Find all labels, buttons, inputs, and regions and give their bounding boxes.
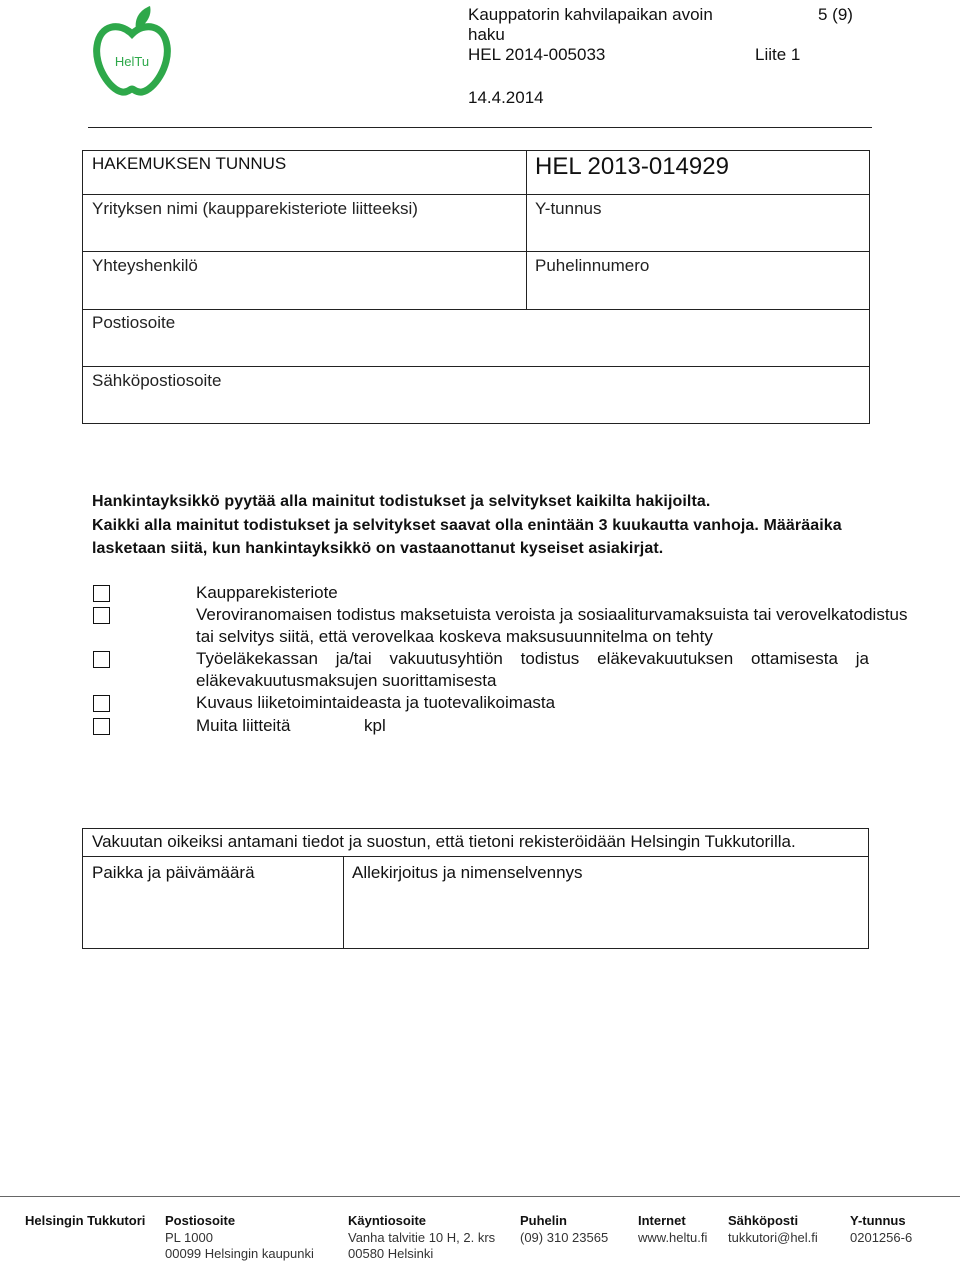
footer-visit-line1: Vanha talvitie 10 H, 2. krs	[348, 1229, 496, 1245]
checklist-item-tax-certificate: Veroviranomaisen todistus maksetuista veroista ja sosiaaliturvamaksuista tai verovelkatodistus	[196, 605, 908, 624]
row-divider	[83, 194, 869, 195]
declaration-divider	[83, 856, 868, 857]
document-title-line2: haku	[468, 25, 505, 44]
business-id-field[interactable]: Y-tunnus	[535, 199, 602, 218]
footer-phone	[520, 1213, 608, 1246]
footer-business-id-value: 0201256-6	[850, 1229, 913, 1245]
contact-person-field[interactable]: Yhteyshenkilö	[92, 256, 198, 275]
signature-field[interactable]: Allekirjoitus ja nimenselvennys	[352, 863, 583, 882]
footer-internet	[638, 1213, 707, 1246]
heltu-logo	[92, 4, 172, 96]
postal-address-field[interactable]: Postiosoite	[92, 313, 176, 332]
footer-email	[728, 1213, 818, 1246]
checklist-item-pension-insurance: Työeläkekassan ja/tai vakuutusyhtiön todistus eläkevakuutuksen ottamisesta ja	[196, 649, 869, 668]
checklist-item-trade-register: Kaupparekisteriote	[196, 583, 338, 602]
notice-line-2: Kaikki alla mainitut todistukset ja selvitykset saavat olla enintään 3 kuukautta vanhoja. Määräaika	[92, 517, 842, 534]
footer-business-id	[850, 1213, 912, 1246]
row-divider	[83, 251, 869, 252]
footer-visit-label: Käyntiosoite	[348, 1213, 427, 1228]
notice-line-3: lasketaan siitä, kun hankintayksikkö on vastaanottanut kyseiset asiakirjat.	[92, 540, 664, 557]
checklist-item-business-description: Kuvaus liiketoimintaideasta ja tuotevalikoimasta	[196, 693, 556, 712]
header-divider	[88, 127, 872, 128]
footer-phone-label: Puhelin	[520, 1213, 567, 1228]
footer-postal-line1: PL 1000	[165, 1229, 213, 1245]
phone-number-field[interactable]: Puhelinnumero	[535, 256, 650, 275]
checkbox-business-description[interactable]	[93, 695, 110, 712]
footer-postal	[165, 1213, 314, 1263]
footer-phone-value: (09) 310 23565	[520, 1229, 609, 1245]
footer-org-name: Helsingin Tukkutori	[25, 1213, 146, 1228]
checkbox-other-attachments[interactable]	[93, 718, 110, 735]
footer-postal-line2: 00099 Helsingin kaupunki	[165, 1246, 314, 1261]
case-number: HEL 2014-005033	[468, 45, 606, 64]
company-name-field[interactable]: Yrityksen nimi (kaupparekisteriote liitteeksi)	[92, 199, 418, 218]
declaration-statement: Vakuutan oikeiksi antamani tiedot ja suostun, että tietoni rekisteröidään Helsingin Tukkutorilla.	[92, 832, 796, 851]
footer-internet-label: Internet	[638, 1213, 686, 1228]
footer-business-id-label: Y-tunnus	[850, 1213, 906, 1228]
page-number: 5 (9)	[818, 5, 853, 24]
place-date-field[interactable]: Paikka ja päivämäärä	[92, 863, 255, 882]
document-title-line1: Kauppatorin kahvilapaikan avoin	[468, 5, 713, 24]
signature-column-divider	[343, 856, 344, 948]
application-info-box	[82, 150, 870, 424]
footer-visit-line2: 00580 Helsinki	[348, 1246, 434, 1261]
application-id-value: HEL 2013-014929	[535, 153, 729, 180]
application-id-label: HAKEMUKSEN TUNNUS	[92, 154, 287, 173]
attachment-label: Liite 1	[755, 45, 801, 64]
footer-website-link[interactable]: www.heltu.fi	[638, 1229, 708, 1245]
row-divider	[83, 366, 869, 367]
email-address-field[interactable]: Sähköpostiosoite	[92, 371, 222, 390]
logo-text: HelTu	[114, 54, 150, 69]
footer-divider	[0, 1196, 960, 1197]
checkbox-tax-certificate[interactable]	[93, 607, 110, 624]
column-divider	[526, 151, 527, 309]
checklist-item-pension-insurance-cont: eläkevakuutusmaksujen suorittamisesta	[196, 671, 497, 690]
footer-organization	[25, 1213, 145, 1230]
footer-postal-label: Postiosoite	[165, 1213, 236, 1228]
row-divider	[83, 309, 869, 310]
attachment-count-unit: kpl	[364, 716, 386, 735]
checklist-item-other-attachments: Muita liitteitä	[196, 716, 291, 735]
footer-email-label: Sähköposti	[728, 1213, 799, 1228]
document-date: 14.4.2014	[468, 88, 544, 107]
checkbox-pension-insurance[interactable]	[93, 651, 110, 668]
checkbox-trade-register[interactable]	[93, 585, 110, 602]
footer-email-link[interactable]: tukkutori@hel.fi	[728, 1229, 818, 1245]
notice-line-1: Hankintayksikkö pyytää alla mainitut todistukset ja selvitykset kaikilta hakijoilta.	[92, 493, 711, 510]
declaration-box	[82, 828, 869, 949]
footer-visit	[348, 1213, 495, 1263]
checklist-item-tax-certificate-cont: tai selvitys siitä, että verovelkaa koskeva maksusuunnitelma on tehty	[196, 627, 713, 646]
